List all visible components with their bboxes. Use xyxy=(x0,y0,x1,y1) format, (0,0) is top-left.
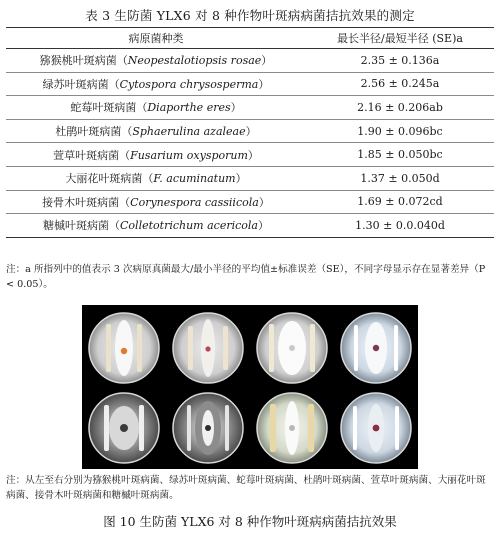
paren-open: （ xyxy=(108,77,120,91)
table-row xyxy=(6,143,494,167)
table-body xyxy=(6,49,494,238)
pathogen-name: 接骨木叶斑病菌 xyxy=(42,195,120,209)
plate-sugar-maple xyxy=(341,393,411,463)
paren-close: ） xyxy=(258,77,270,91)
table-row xyxy=(6,214,494,238)
pathogen-name: 猕猴桃叶斑病菌 xyxy=(39,54,117,68)
pathogen-name: 大丽花叶斑病菌 xyxy=(65,172,143,186)
paren-close: ） xyxy=(230,101,242,115)
pathogen-name: 杜鹃叶斑病菌 xyxy=(55,125,122,139)
paren-open: （ xyxy=(136,101,148,115)
petri-dish-photo xyxy=(82,305,418,469)
table-row xyxy=(6,49,494,73)
paren-open: （ xyxy=(119,195,131,209)
ratio-value: 2.16 ± 0.206ab xyxy=(306,96,494,120)
table-row xyxy=(6,96,494,120)
pathogen-scientific-name: Cytospora chrysosperma xyxy=(119,77,259,91)
plate-dahlia xyxy=(173,393,243,463)
table-title: 表 3 生防菌 YLX6 对 8 种作物叶斑病病菌拮抗效果的测定 xyxy=(85,8,415,23)
pathogen-name: 萱草叶斑病菌 xyxy=(53,148,120,162)
ratio-value: 1.90 ± 0.096bc xyxy=(306,119,494,143)
paren-close: ） xyxy=(261,54,273,68)
plate-daylily xyxy=(89,393,159,463)
pathogen-scientific-name: Corynespora cassiicola xyxy=(130,195,259,209)
table-row xyxy=(6,72,494,96)
table-note: 注：a 所指列中的值表示 3 次病原真菌最大/最小半径的平均值±标准误差（SE），不同字母显示存在显著差异（P < 0.05）。 xyxy=(6,264,486,290)
pathogen-name: 蛇莓叶斑病菌 xyxy=(70,101,137,115)
paren-open: （ xyxy=(116,54,128,68)
paren-close: ） xyxy=(245,125,257,139)
pathogen-cell xyxy=(6,166,306,190)
figure-note: 注：从左至右分别为猕猴桃叶斑病菌、绿苏叶斑病菌、蛇莓叶斑病菌、杜鹃叶斑病菌、萱草叶斑病菌、大丽花叶斑病菌、接骨木叶斑病菌和糖槭叶斑病菌。 xyxy=(6,475,486,501)
plate-rhododendron xyxy=(341,313,411,383)
table-header-row xyxy=(6,28,494,49)
paren-open: （ xyxy=(109,219,121,233)
pathogen-scientific-name: Colletotrichum acericola xyxy=(120,219,258,233)
paren-close: ） xyxy=(258,195,270,209)
pathogen-scientific-name: Sphaerulina azaleae xyxy=(132,125,246,139)
pathogen-scientific-name: Fusarium oxysporum xyxy=(130,148,248,162)
ratio-value: 1.69 ± 0.072cd xyxy=(306,190,494,214)
paren-close: ） xyxy=(257,219,269,233)
pathogen-cell xyxy=(6,190,306,214)
pathogen-cell xyxy=(6,119,306,143)
ratio-value: 2.56 ± 0.245a xyxy=(306,72,494,96)
plate-mock-strawberry xyxy=(257,313,327,383)
plate-kiwifruit xyxy=(89,313,159,383)
paren-open: （ xyxy=(119,148,131,162)
paren-close: ） xyxy=(235,172,247,186)
pathogen-cell xyxy=(6,96,306,120)
pathogen-cell xyxy=(6,214,306,238)
paren-open: （ xyxy=(142,172,154,186)
ratio-value: 1.37 ± 0.050d xyxy=(306,166,494,190)
header-ratio: 最长半径/最短半径 (SE)a xyxy=(306,28,494,49)
pathogen-name: 糖槭叶斑病菌 xyxy=(43,219,110,233)
results-table xyxy=(6,27,494,238)
ratio-value: 1.85 ± 0.050bc xyxy=(306,143,494,167)
table-row xyxy=(6,166,494,190)
pathogen-cell xyxy=(6,143,306,167)
pathogen-name: 绿苏叶斑病菌 xyxy=(42,77,109,91)
header-pathogen: 病原菌种类 xyxy=(6,28,306,49)
ratio-value: 1.30 ± 0.0.040d xyxy=(306,214,494,238)
pathogen-scientific-name: F. acuminatum xyxy=(153,172,236,186)
pathogen-cell xyxy=(6,72,306,96)
table-row xyxy=(6,119,494,143)
figure-caption: 图 10 生防菌 YLX6 对 8 种作物叶斑病病菌拮抗效果 xyxy=(103,514,397,529)
plate-perilla xyxy=(173,313,243,383)
ratio-value: 2.35 ± 0.136a xyxy=(306,49,494,73)
plate-elder xyxy=(257,393,327,463)
pathogen-scientific-name: Diaporthe eres xyxy=(147,101,231,115)
pathogen-scientific-name: Neopestalotiopsis rosae xyxy=(127,54,262,68)
pathogen-cell xyxy=(6,49,306,73)
paren-open: （ xyxy=(121,125,133,139)
paren-close: ） xyxy=(247,148,259,162)
table-row xyxy=(6,190,494,214)
